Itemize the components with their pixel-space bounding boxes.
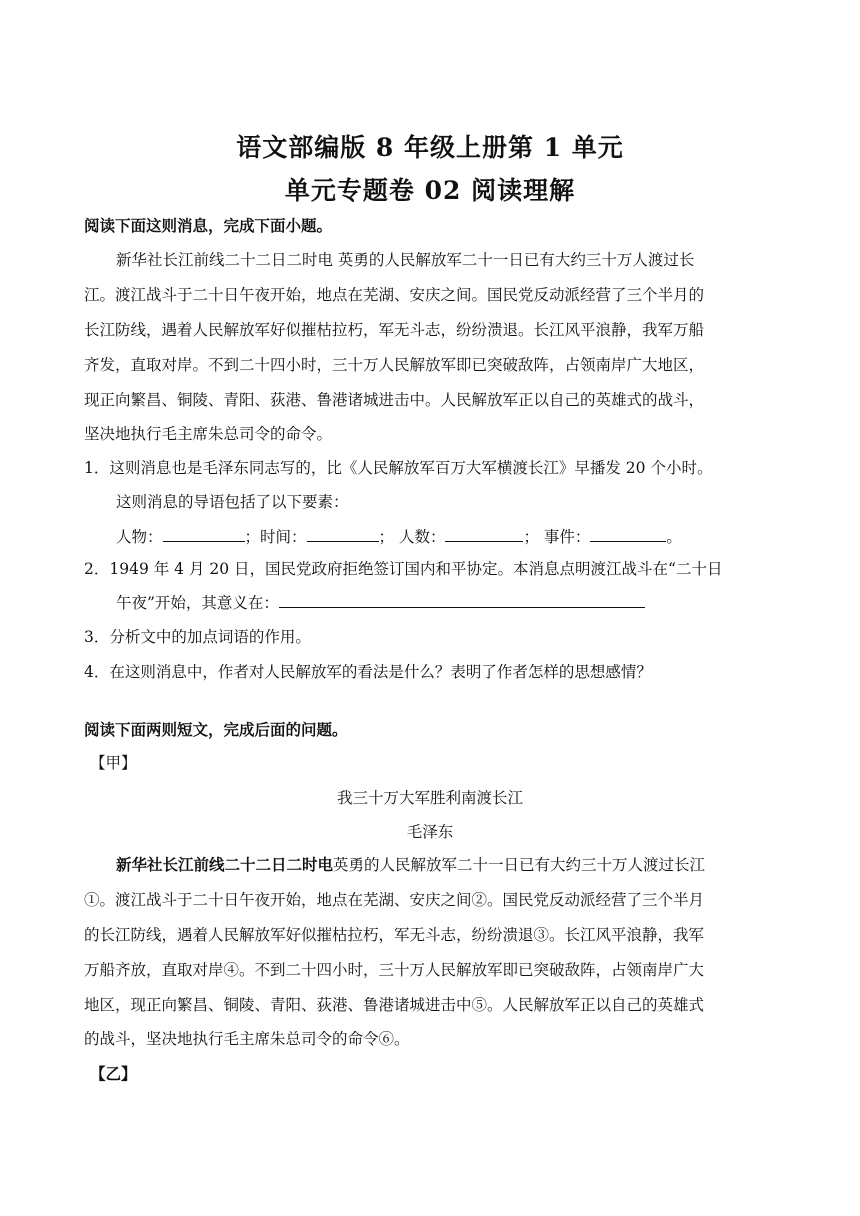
punctuation: 。: [666, 528, 682, 546]
answer-blank[interactable]: [445, 527, 523, 542]
passage1-line: 江。渡江战斗于二十日午夜开始，地点在芜湖、安庆之间。国民党反动派经营了三个半月的: [84, 286, 705, 304]
question-2-text: 午夜”开始，其意义在：: [116, 594, 279, 612]
passage2-text: 英勇的人民解放军二十一日已有大约三十万人渡过长江: [333, 856, 706, 874]
blank-label-time: ；时间：: [244, 528, 307, 546]
passage2-line: 的战斗，坚决地执行毛主席朱总司令的命令⑥。: [84, 1030, 410, 1048]
label-jia: 【甲】: [90, 754, 137, 772]
passage1-line: 齐发，直取对岸。不到二十四小时，三十万人民解放军即已突破敌阵，占领南岸广大地区，: [84, 356, 705, 374]
question-2: 2．1949 年 4 月 20 日，国民党政府拒绝签订国内和平协定。本消息点明渡江战斗在“二十日: [84, 560, 723, 578]
answer-blank[interactable]: [163, 527, 245, 542]
passage2-line: 的长江防线，遇着人民解放军好似摧枯拉朽，军无斗志，纷纷溃退③。长江风平浪静，我军: [84, 926, 705, 944]
dateline: 新华社长江前线二十二日二时电: [116, 856, 334, 874]
passage2-line: 万船齐放，直取对岸④。不到二十四小时，三十万人民解放军即已突破敌阵，占领南岸广大: [84, 961, 705, 979]
section1-instruction: 阅读下面这则消息，完成下面小题。: [84, 217, 333, 235]
passage1-line: 长江防线，遇着人民解放军好似摧枯拉朽，军无斗志，纷纷溃退。长江风平浪静，我军万船: [84, 321, 705, 339]
passage1-line: 现正向繁昌、铜陵、青阳、荻港、鲁港诸城进击中。人民解放军正以自己的英雄式的战斗，: [84, 391, 705, 409]
question-3: 3．分析文中的加点词语的作用。: [84, 628, 311, 646]
article-author: 毛泽东: [406, 823, 454, 841]
page-title: 语文部编版 8 年级上册第 1 单元: [236, 133, 624, 162]
passage2-line: 地区，现正向繁昌、铜陵、青阳、荻港、鲁港诸城进击中⑤。人民解放军正以自己的英雄式: [84, 996, 705, 1014]
passage1-line: 新华社长江前线二十二日二时电 英勇的人民解放军二十一日已有大约三十万人渡过长: [116, 251, 695, 269]
question-1: 1．这则消息也是毛泽东同志写的，比《人民解放军百万大军横渡长江》早播发 20 个小时。: [84, 459, 713, 477]
blank-label-event: ； 事件：: [523, 528, 591, 546]
passage1-line: 坚决地执行毛主席朱总司令的命令。: [84, 425, 333, 443]
article-title: 我三十万大军胜利南渡长江: [336, 789, 523, 807]
answer-blank[interactable]: [279, 593, 645, 608]
passage2-line: [116, 853, 705, 875]
answer-blank[interactable]: [590, 527, 666, 542]
label-yi: 【乙】: [90, 1065, 137, 1083]
question-1-continued: 这则消息的导语包括了以下要素：: [116, 493, 349, 511]
blank-label-count: ； 人数：: [378, 528, 446, 546]
page-subtitle: 单元专题卷 02 阅读理解: [284, 176, 576, 205]
answer-blank[interactable]: [307, 527, 379, 542]
blank-label-person: 人物：: [116, 528, 163, 546]
question-2-continued: [116, 591, 645, 613]
question-1-blanks: [116, 525, 682, 547]
question-4: 4．在这则消息中，作者对人民解放军的看法是什么？表明了作者怎样的思想感情？: [84, 663, 652, 681]
section2-instruction: 阅读下面两则短文，完成后面的问题。: [84, 721, 348, 739]
passage2-line: ①。渡江战斗于二十日午夜开始，地点在芜湖、安庆之间②。国民党反动派经营了三个半月: [84, 891, 705, 909]
